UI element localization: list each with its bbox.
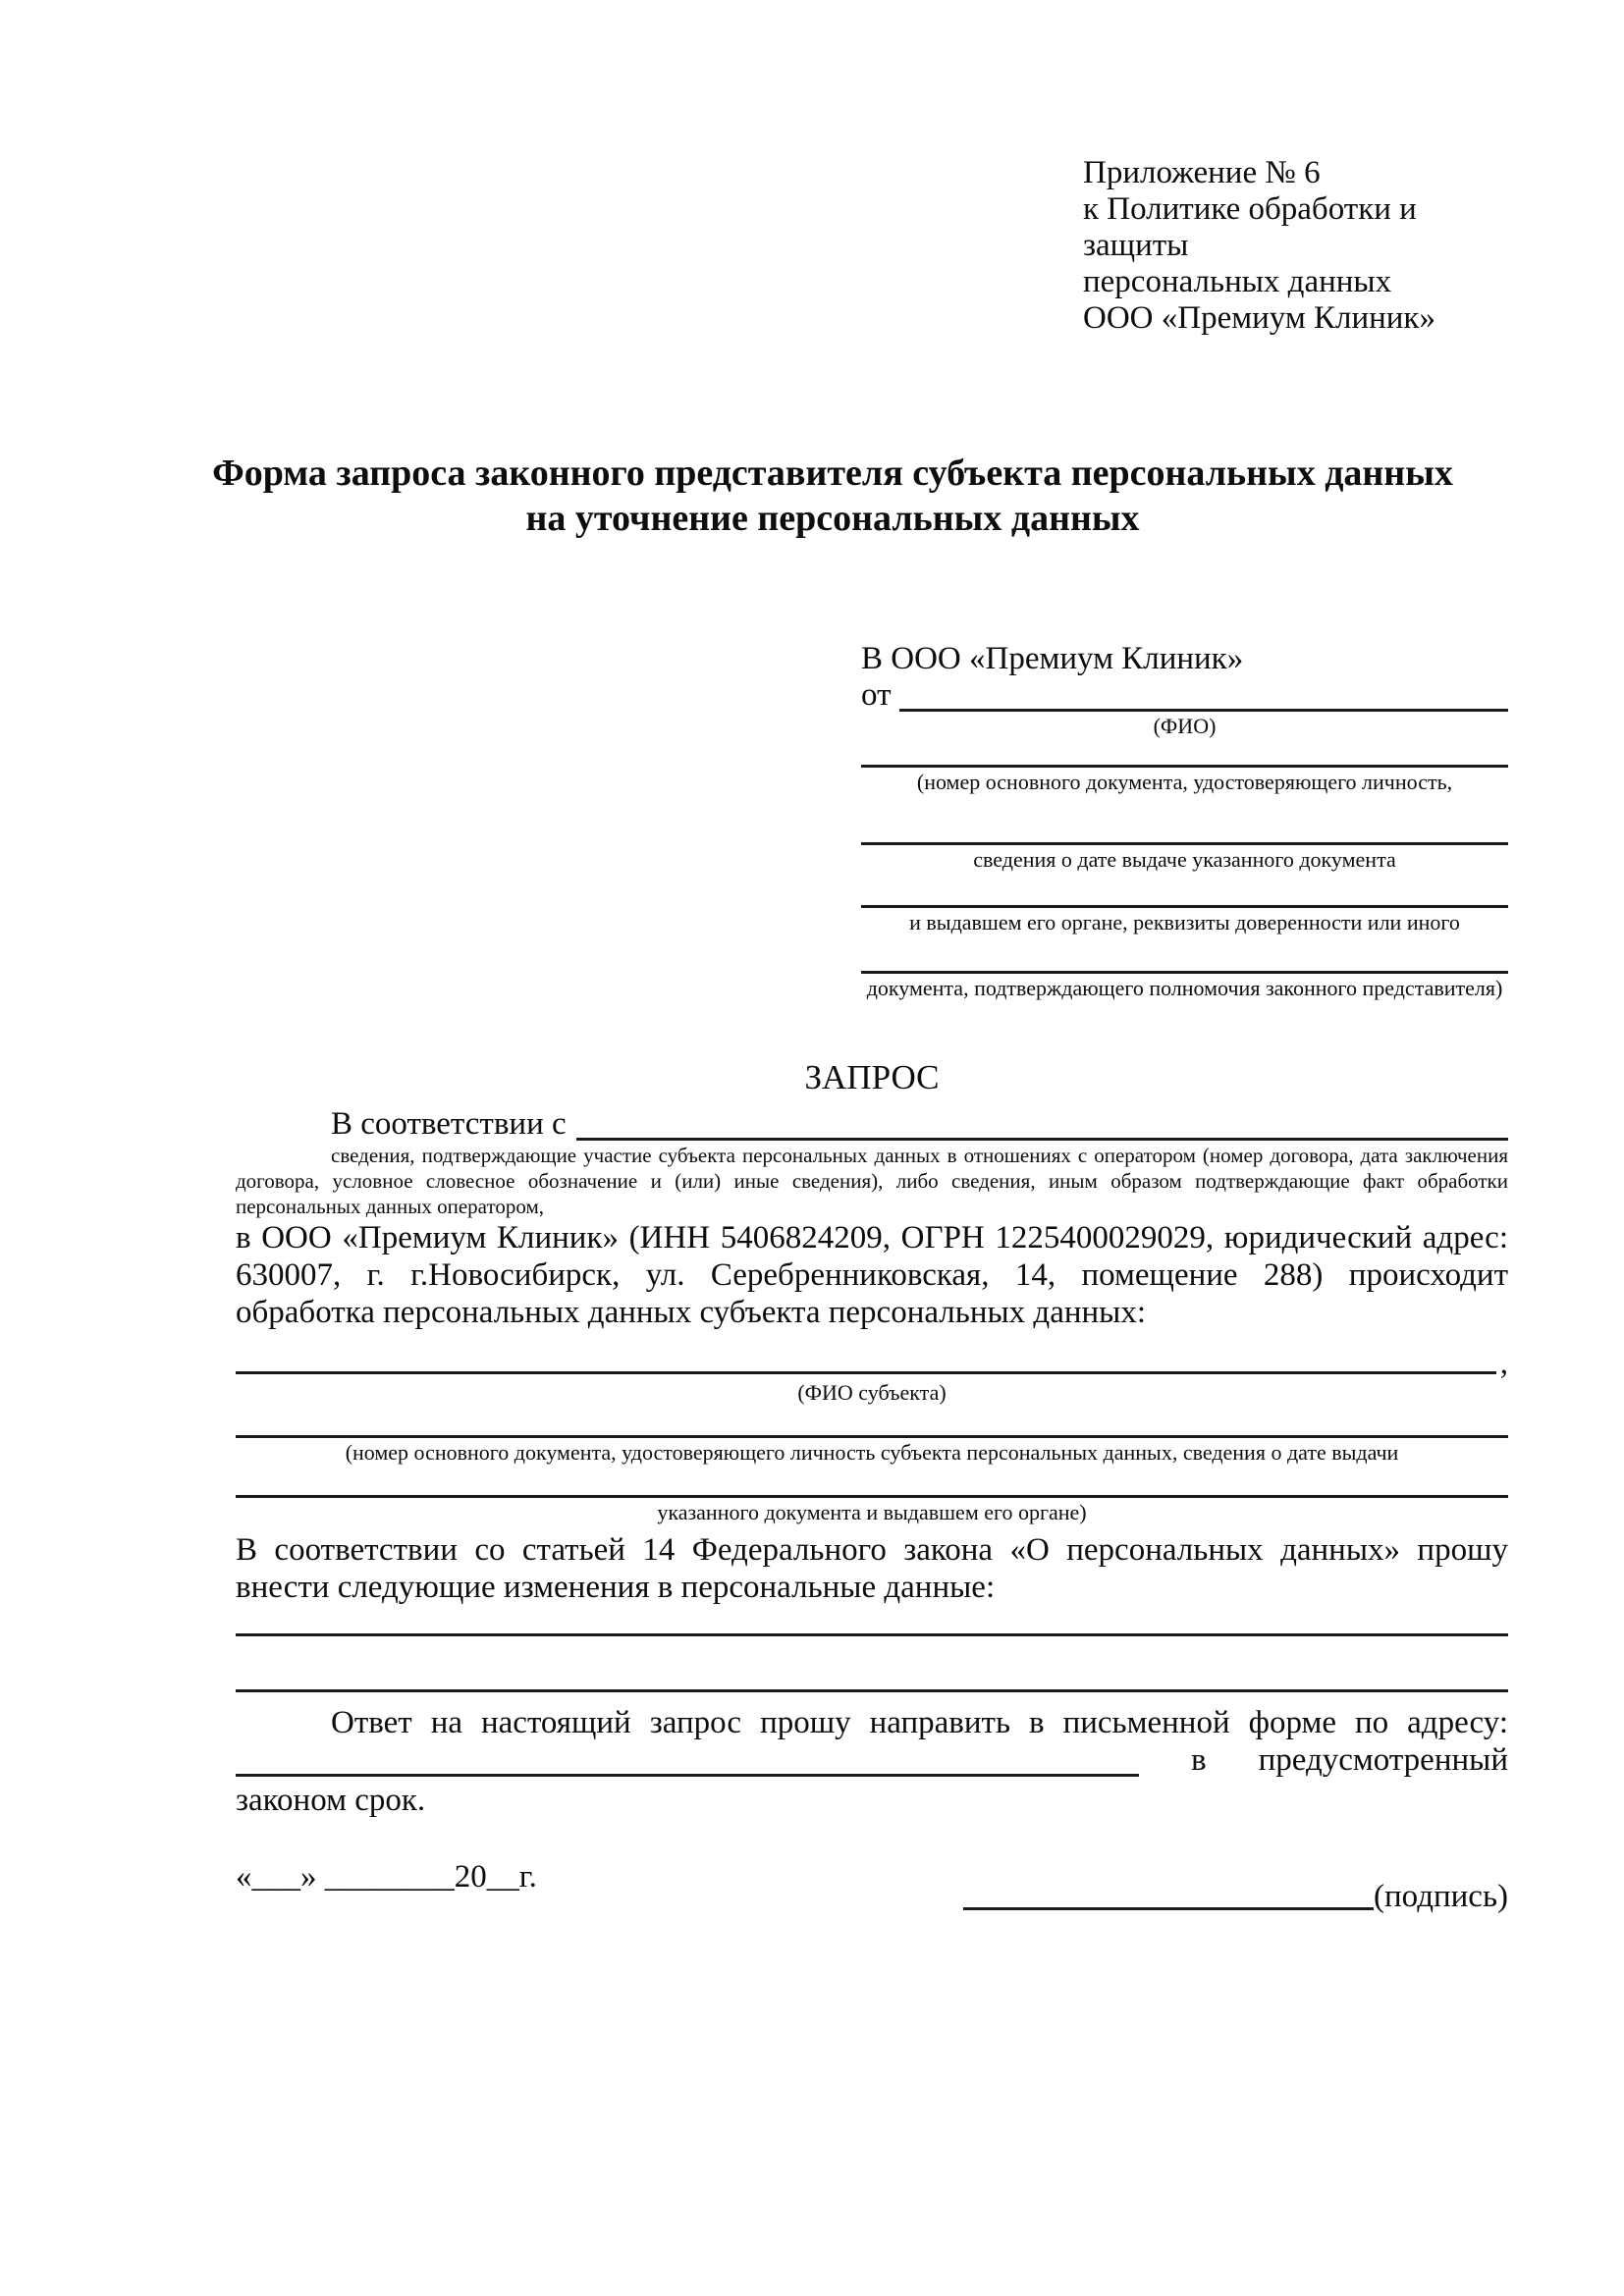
- answer-address-row: [236, 1741, 1508, 1779]
- accordance-row: [236, 1105, 1508, 1143]
- doc-input-line: [861, 971, 1508, 974]
- addressee-block: [861, 639, 1508, 1001]
- subject-fio-input-line: [236, 1371, 1496, 1374]
- appendix-line: ООО «Премиум Клиник»: [1083, 300, 1435, 336]
- subject-fio-row: [236, 1346, 1508, 1381]
- form-title-line: на уточнение персональных данных: [525, 498, 1140, 539]
- appendix-line: Приложение № 6: [1083, 155, 1321, 190]
- date-line: «___» ________20__г.: [236, 1859, 537, 1895]
- accordance-label: В соответствии с: [331, 1106, 567, 1142]
- appendix-block: [1083, 155, 1508, 337]
- answer-word-v: в: [1191, 1742, 1207, 1778]
- from-row: [861, 678, 1508, 712]
- answer-tail-line: законом срок.: [236, 1783, 426, 1818]
- document-content: [212, 0, 1508, 1914]
- caption-subject-doc-1: (номер основного документа, удостоверяющего личность субъекта персональных данных, сведения о дате выдачи: [345, 1440, 1399, 1465]
- caption-doc-4: документа, подтверждающего полномочия законного представителя): [866, 976, 1503, 1000]
- form-title: [157, 451, 1508, 541]
- changes-input-line-1: [236, 1633, 1508, 1636]
- doc-input-line: [861, 905, 1508, 908]
- caption-fio: (ФИО): [1153, 714, 1217, 738]
- appendix-line: персональных данных: [1083, 264, 1392, 299]
- operator-paragraph: в ООО «Премиум Клиник» (ИНН 5406824209, ОГРН 1225400029029, юридический адрес: 630007, г. г.Новосибирск, ул. Серебренниковская, 14, помещение 288) происходит обработка персональных данных субъекта персональных данных:: [236, 1220, 1508, 1330]
- doc-input-line: [861, 765, 1508, 768]
- appendix-line: к Политике обработки и защиты: [1083, 191, 1417, 263]
- address-input-line: [236, 1774, 1139, 1777]
- signature-group: [963, 1879, 1508, 1914]
- caption-subject-fio: (ФИО субъекта): [797, 1380, 947, 1405]
- answer-word-predusmotrennyj: предусмотренный: [1258, 1742, 1508, 1778]
- addressee-org: В ООО «Премиум Клиник»: [861, 641, 1244, 676]
- form-title-line: Форма запроса законного представителя субъекта персональных данных: [212, 453, 1453, 494]
- article-paragraph: В соответствии со статьей 14 Федерального закона «О персональных данных» прошу внести следующие изменения в персональные данные:: [236, 1532, 1508, 1605]
- request-heading: ЗАПРОС: [804, 1058, 940, 1096]
- subject-doc-input-line: [236, 1435, 1508, 1438]
- date-signature-row: [236, 1859, 1508, 1914]
- signature-caption: (подпись): [1374, 1879, 1508, 1914]
- subject-doc-input-line: [236, 1495, 1508, 1498]
- from-label: от: [861, 677, 892, 713]
- caption-subject-doc-2: указанного документа и выдавшем его органе): [657, 1500, 1087, 1524]
- caption-doc-2: сведения о дате выдаче указанного документа: [973, 847, 1396, 872]
- accordance-note: сведения, подтверждающие участие субъекта персональных данных в отношениях с оператором (номер договора, дата заключения договора, условное словесное обозначение и (или) иные сведения), либо сведения, иным образом подтверждающие факт обработки персональных данных оператором,: [236, 1144, 1508, 1218]
- changes-input-line-2: [236, 1689, 1508, 1692]
- fio-input-line: [899, 709, 1509, 712]
- caption-doc-3: и выдавшем его органе, реквизиты доверенности или иного: [909, 910, 1460, 934]
- caption-doc-1: (номер основного документа, удостоверяющего личность,: [916, 770, 1453, 794]
- accordance-input-line: [576, 1138, 1508, 1141]
- signature-input-line: [963, 1907, 1374, 1910]
- answer-paragraph: Ответ на настоящий запрос прошу направить в письменной форме по адресу:: [331, 1705, 1508, 1740]
- doc-input-line: [861, 842, 1508, 845]
- trailing-comma: ,: [1499, 1346, 1508, 1381]
